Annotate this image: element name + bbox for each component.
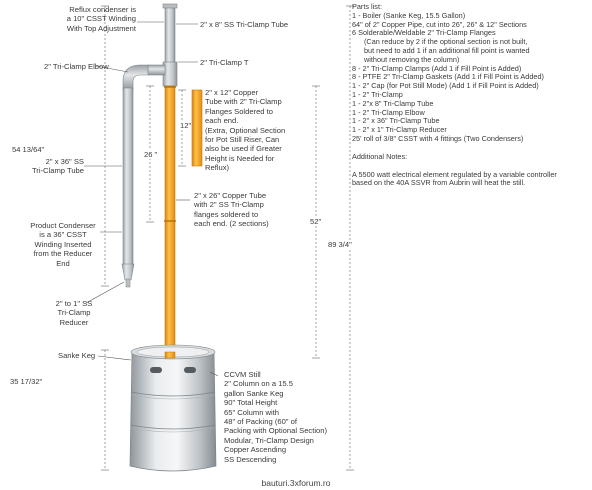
copper-12-line: each end. [205, 116, 239, 126]
reducer-line: Reducer [59, 317, 89, 327]
copper-12-line: Height is Needed for [205, 153, 275, 163]
product-condenser-line: Product Condenser [30, 221, 96, 230]
copper-12-line: Flanges Soldered to [205, 106, 273, 116]
copper-26-line: with 2" SS Tri-Clamp [194, 200, 264, 210]
notes-title: Additional Notes: [352, 151, 408, 161]
copper-section-12-inch [192, 90, 202, 166]
parts-list-item: 1 - 2" x 36" Tri-Clamp Tube [352, 116, 440, 126]
parts-list-item: 8 - PTFE 2" Tri-Clamp Gaskets (Add 1 if Fill Point is Added) [352, 72, 544, 82]
site-watermark: bauturi.3xforum.ro [261, 478, 331, 488]
reducer-line: 2" to 1" SS [55, 299, 93, 308]
parts-list-item: 25' roll of 3/8" CSST with 4 fittings (Two Condensers) [352, 133, 524, 143]
parts-list-item: 1 - 2"x 8" Tri-Clamp Tube [352, 98, 434, 108]
copper-12-line: Tube with 2" Tri-Clamp [205, 97, 282, 107]
copper-column [164, 86, 176, 358]
copper-12-line: 2" x 12" Copper [205, 88, 259, 97]
ccvm-line: Modular, Tri-Clamp Design [224, 435, 314, 445]
reflux-condenser-label [20, 5, 136, 33]
notes-line: A 5500 watt electrical element regulated by a variable controller [352, 169, 557, 179]
copper-26-line: 2" x 26" Copper Tube [194, 191, 267, 200]
dim-35-label: 35 17/32" [10, 377, 43, 386]
ss-tube-36-inch [123, 88, 133, 266]
reflux-condenser-line: Reflux condenser is [69, 5, 136, 14]
ccvm-line: Copper Ascending [224, 445, 287, 455]
ss-tube-36-label [30, 157, 84, 176]
parts-list-item: 64" of 2" Copper Pipe, cut into 26", 26" & 12" Sections [352, 19, 527, 29]
dim-54-label: 54 13/64" [12, 145, 45, 154]
parts-list-item: 1 - 2" Tri-Clamp [352, 89, 403, 99]
tri-clamp-t [148, 62, 177, 86]
parts-list-item: 1 - 2" Cap (for Pot Still Mode) (Add 1 if Fill Point is Added) [352, 81, 539, 91]
copper-12-line: Reflux) [205, 163, 230, 173]
ss-tube-36-line: 2" x 36" SS [45, 157, 84, 166]
dim-12-label: 12" [180, 121, 192, 130]
reducer-line: Tri-Clamp [57, 308, 91, 318]
parts-list [352, 3, 588, 188]
tri-clamp-elbow-label: 2" Tri-Clamp Elbow [44, 62, 109, 71]
parts-list-item: 6 Solderable/Weldable 2" Tri-Clamp Flanges [352, 28, 496, 38]
tri-clamp-t-label: 2" Tri-Clamp T [200, 58, 249, 67]
notes-line: based on the 40A SSVR from Aubrin will heat the still. [352, 178, 526, 188]
copper-12-line: (Extra, Optional Section [205, 125, 286, 135]
parts-list-item: (Can reduce by 2 if the optional section is not built, [364, 37, 528, 47]
ccvm-line: 48" of Packing (60" of [224, 417, 297, 427]
ccvm-line: SS Descending [224, 454, 277, 464]
ss-tube-8-inch [163, 4, 177, 66]
copper-12-line: also be used if Greater [205, 144, 282, 154]
copper-12-label [205, 88, 285, 173]
reducer-label [46, 299, 102, 327]
copper-26-line: each end. (2 sections) [194, 219, 269, 229]
parts-list-title: Parts list: [352, 2, 383, 11]
ss-tube-8-label: 2" x 8" SS Tri-Clamp Tube [200, 20, 289, 29]
ccvm-line: gallon Sanke Keg [224, 388, 284, 398]
ccvm-line: 90" Total Height [224, 398, 278, 408]
copper-26-line: flanges soldered to [194, 209, 259, 219]
tri-clamp-elbow [123, 65, 148, 90]
ss-tube-36-line: Tri-Clamp Tube [31, 166, 84, 176]
dim-26-label: 26 " [144, 150, 158, 159]
copper-26-label [194, 191, 269, 229]
dim-52-label: 52" [310, 217, 322, 226]
parts-list-item: 1 - 2" Tri-Clamp Elbow [352, 107, 425, 117]
ccvm-line: Packing with Optional Section) [224, 426, 327, 436]
product-condenser-line: End [56, 258, 70, 268]
reflux-condenser-line: With Top Adjustment [66, 23, 136, 33]
parts-list-item: without removing the column) [364, 54, 460, 64]
ccvm-line: CCVM Still [224, 370, 261, 379]
dim-89-label: 89 3/4" [328, 240, 352, 249]
ccvm-line: 65" Column with [224, 407, 280, 417]
product-condenser-line: is a 36" CSST [39, 230, 87, 240]
ccvm-label [224, 370, 327, 464]
parts-list-item: 1 - 2" x 1" Tri-Clamp Reducer [352, 125, 447, 135]
reflux-condenser-line: a 10" CSST Winding [66, 14, 136, 24]
product-condenser-label [26, 221, 100, 268]
product-condenser-line: from the Reducer [33, 249, 93, 259]
ccvm-line: 2" Column on a 15.5 [224, 379, 293, 389]
parts-list-item: 1 - Boiler (Sanke Keg, 15.5 Gallon) [352, 10, 466, 20]
tri-clamp-reducer [122, 264, 134, 287]
parts-list-item: but need to add 1 if an additional fill point is wanted [364, 45, 530, 55]
parts-list-item: 8 - 2" Tri-Clamp Clamps (Add 1 if Fill Point is Added) [352, 63, 522, 73]
sanke-keg-label: Sanke Keg [58, 351, 96, 360]
copper-12-line: for Pot Still Riser, Can [205, 135, 280, 145]
product-condenser-line: Winding Inserted [34, 239, 92, 249]
sanke-keg [130, 345, 216, 471]
